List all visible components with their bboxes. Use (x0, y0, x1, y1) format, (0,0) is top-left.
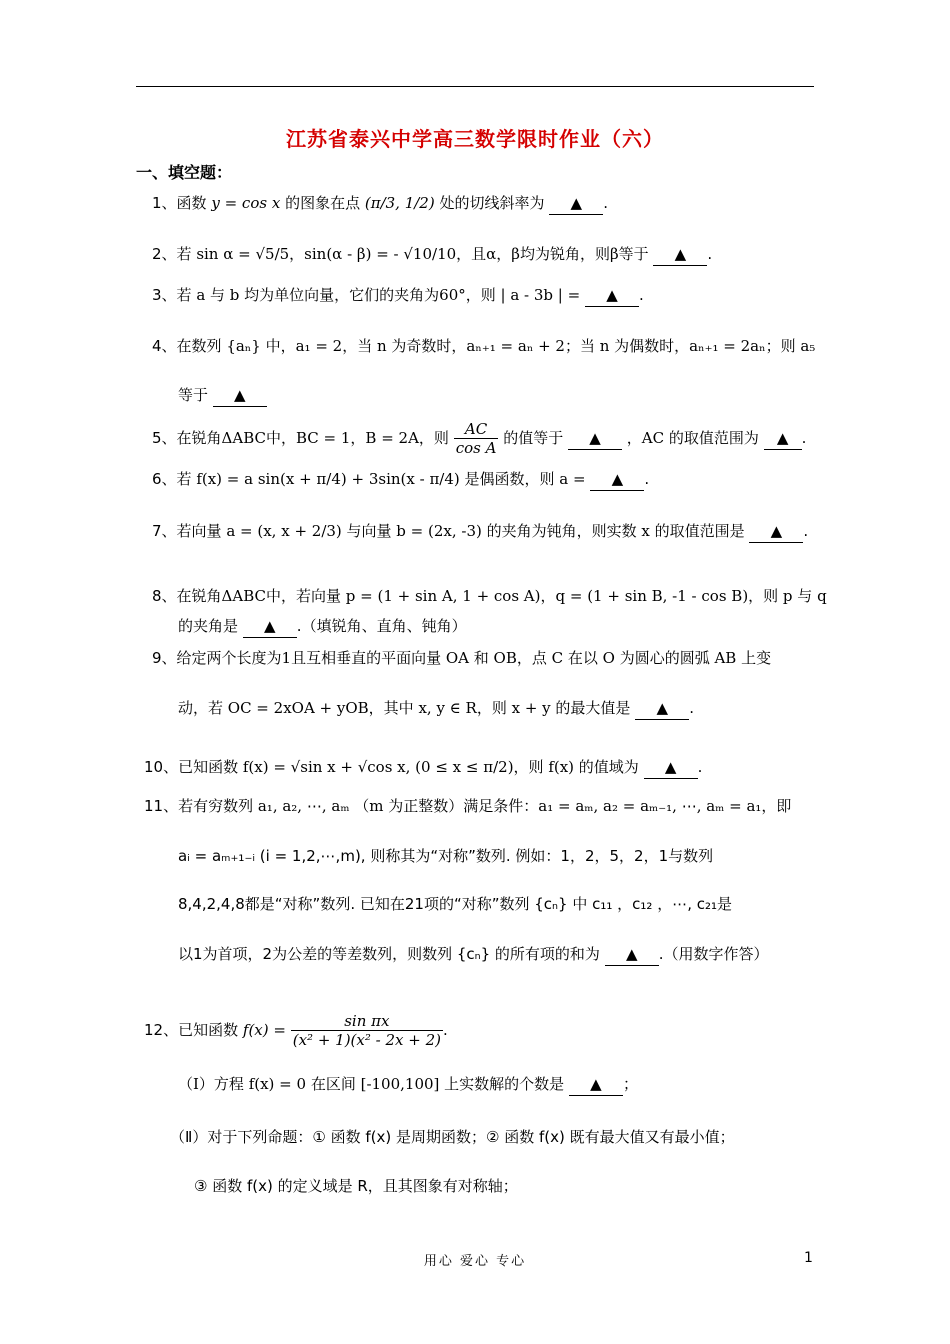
question-3: 3、若 a 与 b 均为单位向量，它们的夹角为60°，则 | a - 3b | = ▲ . (152, 284, 644, 307)
question-4-cont: 等于 ▲ (178, 384, 267, 407)
answer-blank: ▲ (749, 520, 803, 543)
answer-blank: ▲ (213, 384, 267, 407)
header-rule (136, 86, 814, 87)
answer-blank: ▲ (568, 427, 622, 450)
question-9: 9、给定两个长度为1且互相垂直的平面向量 OA 和 OB，点 C 在以 O 为圆心的圆弧 AB 上变 (152, 649, 772, 667)
answer-blank: ▲ (764, 427, 802, 450)
fraction-fx: $\frac{\text{sin πx}}{\text{(x² + 1)(x² - 2x + 2)}}$ (292, 1012, 441, 1049)
answer-blank: ▲ (635, 697, 689, 720)
question-12: 12、已知函数 f(x) = $\frac{\text{sin πx}}{\text{(x² + 1)(x² - 2x + 2)}}$ . (144, 1012, 448, 1049)
question-8-cont: 的夹角是 ▲ .（填锐角、直角、钝角） (178, 615, 467, 638)
question-6: 6、若 f(x) = a sin(x + π/4) + 3sin(x - π/4) 是偶函数，则 a = ▲ . (152, 468, 649, 491)
question-5: 5、在锐角ΔABC中，BC = 1，B = 2A，则 $\frac{AC}{\text{cos A}}$ 的值等于 ▲ ，AC 的取值范围为 ▲ . (152, 420, 807, 457)
question-9-cont: 动，若 OC = 2xOA + yOB，其中 x, y ∈ R，则 x + y 的最大值是 ▲ . (178, 697, 694, 720)
answer-blank: ▲ (585, 284, 639, 307)
answer-blank: ▲ (569, 1073, 623, 1096)
question-12-part2: （Ⅱ）对于下列命题：① 函数 f(x) 是周期函数；② 函数 f(x) 既有最大值又有最小值； (170, 1128, 735, 1146)
answer-blank: ▲ (653, 243, 707, 266)
question-11-line3: 8,4,2,4,8都是“对称”数列. 已知在21项的“对称”数列 {cₙ} 中 c₁₁ ，c₁₂ ，⋯, c₂₁是 (178, 895, 733, 913)
question-11-line4: 以1为首项，2为公差的等差数列，则数列 {cₙ} 的所有项的和为 ▲ .（用数字作答） (178, 943, 769, 966)
section-heading: 一、填空题： (136, 163, 233, 182)
answer-blank: ▲ (590, 468, 644, 491)
document-title: 江苏省泰兴中学高三数学限时作业（六） (286, 127, 664, 151)
question-2: 2、若 sin α = √5/5，sin(α - β) = - √10/10，且α，β均为锐角，则β等于 ▲ . (152, 243, 712, 266)
fraction-ac-cosa: $\frac{AC}{\text{cos A}}$ (455, 420, 497, 457)
question-10: 10、已知函数 f(x) = √sin x + √cos x, (0 ≤ x ≤ π/2)，则 f(x) 的值域为 ▲ . (144, 756, 702, 779)
answer-blank: ▲ (549, 192, 603, 215)
question-11-line2: aᵢ = aₘ₊₁₋ᵢ (i = 1,2,⋯,m), 则称其为“对称”数列. 例如：1，2，5，2，1与数列 (178, 847, 714, 865)
question-7: 7、若向量 a = (x, x + 2/3) 与向量 b = (2x, -3) 的夹角为钝角，则实数 x 的取值范围是 ▲ . (152, 520, 808, 543)
answer-blank: ▲ (243, 615, 297, 638)
question-1: 1、函数 y = cos x 的图象在点 (π/3, 1/2) 处的切线斜率为 ▲ . (152, 192, 608, 215)
answer-blank: ▲ (644, 756, 698, 779)
page-number: 1 (804, 1250, 813, 1266)
question-12-part1: （Ⅰ）方程 f(x) = 0 在区间 [-100,100] 上实数解的个数是 ▲ ； (178, 1073, 638, 1096)
question-12-part3: ③ 函数 f(x) 的定义域是 R，且其图象有对称轴； (194, 1177, 518, 1195)
question-11: 11、若有穷数列 a₁, a₂, ⋯, aₘ （m 为正整数）满足条件：a₁ = aₘ, a₂ = aₘ₋₁, ⋯, aₘ = a₁，即 (144, 797, 792, 815)
question-8: 8、在锐角ΔABC中，若向量 p = (1 + sin A, 1 + cos A)，q = (1 + sin B, -1 - cos B)，则 p 与 q (152, 587, 827, 605)
question-4: 4、在数列 {aₙ} 中，a₁ = 2，当 n 为奇数时，aₙ₊₁ = aₙ + 2；当 n 为偶数时，aₙ₊₁ = 2aₙ；则 a₅ (152, 337, 816, 355)
page-footer: 用心 爱心 专心 (423, 1254, 527, 1269)
answer-blank: ▲ (605, 943, 659, 966)
